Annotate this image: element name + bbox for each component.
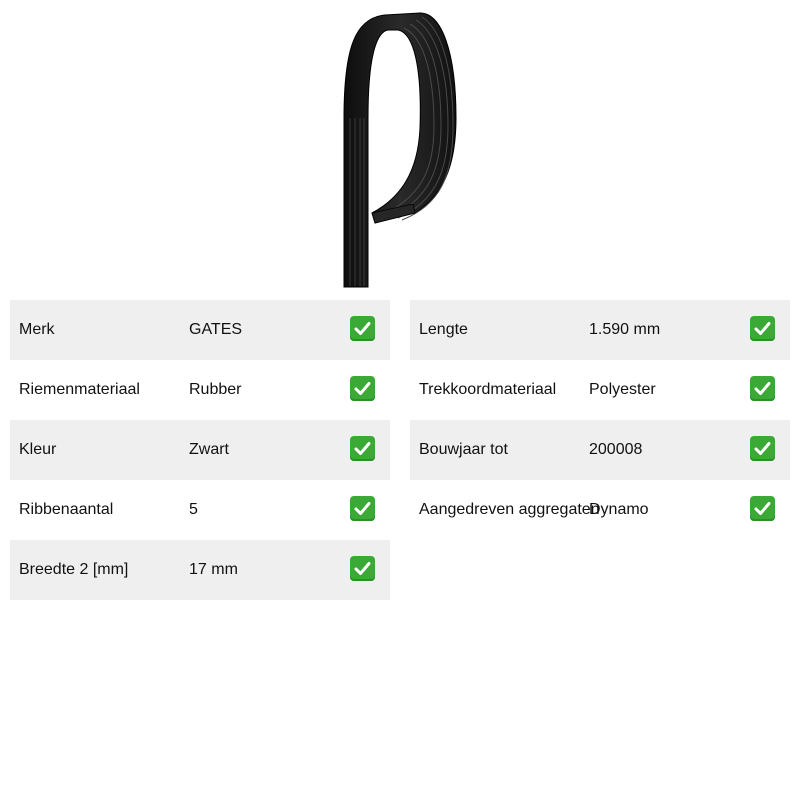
spec-value: Polyester: [589, 381, 656, 398]
spec-label: Breedte 2 [mm]: [19, 561, 129, 578]
checkmark-icon: [750, 316, 775, 341]
spec-label: Ribbenaantal: [19, 501, 114, 518]
spec-row-lengte: [410, 300, 790, 360]
spec-row-breedte: [10, 540, 390, 600]
spec-label: Lengte: [419, 321, 468, 338]
spec-label: Aangedreven aggregaten: [419, 501, 600, 518]
spec-row-kleur: [10, 420, 390, 480]
spec-row-trekkoordmateriaal: [410, 360, 790, 420]
spec-row-bouwjaar-tot: [410, 420, 790, 480]
spec-row-riemenmateriaal: [10, 360, 390, 420]
spec-label: Kleur: [19, 441, 57, 458]
spec-table-right: [410, 300, 790, 540]
spec-value: Dynamo: [589, 501, 649, 518]
spec-row-aangedreven-aggregaten: [410, 480, 790, 540]
checkmark-icon: [350, 436, 375, 461]
checkmark-icon: [750, 496, 775, 521]
spec-label: Merk: [19, 321, 55, 338]
spec-value: GATES: [189, 321, 243, 338]
spec-value: 200008: [589, 441, 643, 458]
spec-value: 17 mm: [189, 561, 238, 578]
spec-label: Bouwjaar tot: [419, 441, 508, 458]
v-ribbed-belt-image: [330, 8, 470, 288]
spec-row-merk: [10, 300, 390, 360]
spec-value: 5: [189, 501, 198, 518]
checkmark-icon: [350, 316, 375, 341]
checkmark-icon: [350, 496, 375, 521]
spec-value: Rubber: [189, 381, 242, 398]
checkmark-icon: [750, 376, 775, 401]
spec-label: Riemenmateriaal: [19, 381, 140, 398]
product-image: [330, 8, 470, 288]
spec-row-ribbenaantal: [10, 480, 390, 540]
spec-value: 1.590 mm: [589, 321, 661, 338]
checkmark-icon: [350, 376, 375, 401]
checkmark-icon: [750, 436, 775, 461]
spec-value: Zwart: [189, 441, 229, 458]
checkmark-icon: [350, 556, 375, 581]
spec-table-left: [10, 300, 390, 600]
spec-label: Trekkoordmateriaal: [419, 381, 557, 398]
